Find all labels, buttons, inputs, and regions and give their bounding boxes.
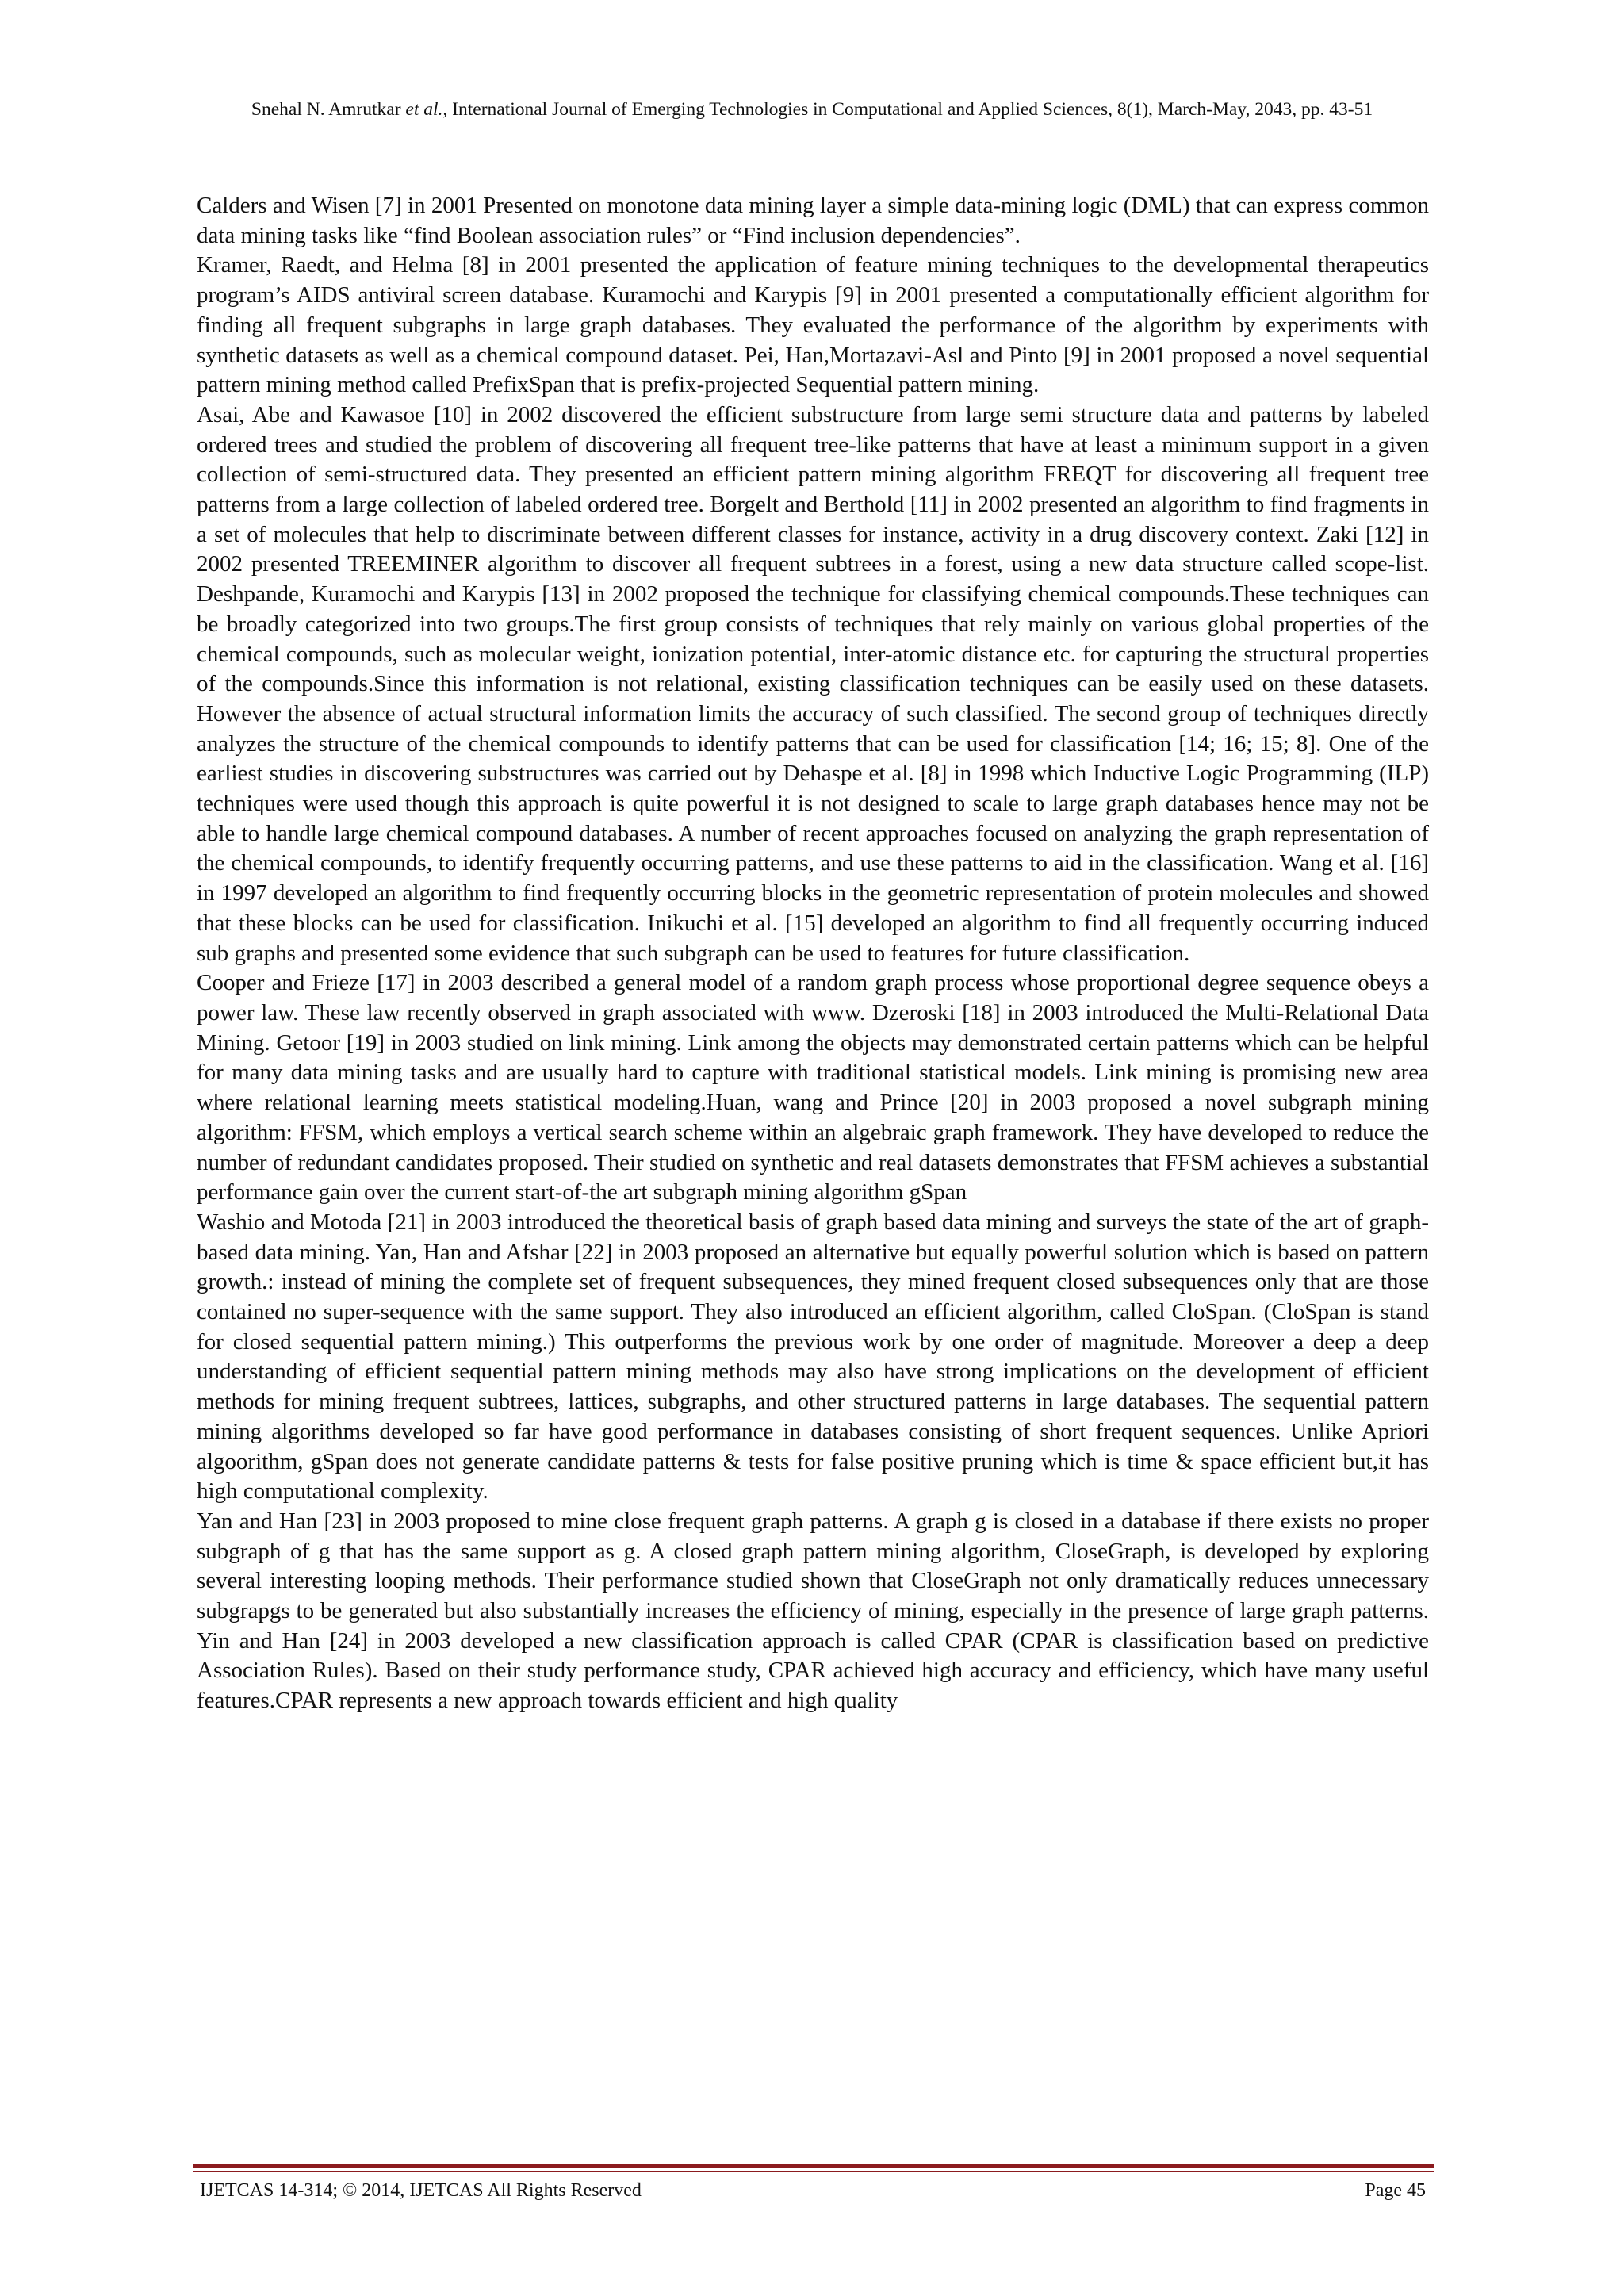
footer-rule <box>193 2164 1434 2168</box>
header-et-al: et al., <box>405 99 448 120</box>
paragraph-yan-han: Yan and Han [23] in 2003 proposed to mine close frequent graph patterns. A graph g is closed in a database if there exists no proper subgraph of g that has the same support as g. A closed graph pattern mining algorithm, CloseGraph, is developed by exploring several interesting looping methods. Their performance studied shown that CloseGraph not only dramatically reduces unnecessary subgrapgs to be generated but also substantially increases the efficiency of mining, especially in the presence of large graph patterns. Yin and Han [24] in 2003 developed a new classification approach is called CPAR (CPAR is classification based on predictive Association Rules). Based on their study performance study, CPAR achieved high accuracy and efficiency, which have many useful features.CPAR represents a new approach towards efficient and high quality <box>197 1508 1429 1714</box>
paragraph-calders-wisen: Calders and Wisen [7] in 2001 Presented on monotone data mining layer a simple data-mining logic (DML) that can express common data mining tasks like “find Boolean association rules” or “Find inclusion dependencies”. <box>197 193 1429 248</box>
paragraph-washio-motoda: Washio and Motoda [21] in 2003 introduced the theoretical basis of graph based data mining and surveys the state of the art of graph-based data mining. Yan, Han and Afshar [22] in 2003 proposed an alternative but equally powerful solution which is based on pattern growth.: instead of mining the complete set of frequent subsequences, they mined frequent closed subsequences only that are those contained no super-sequence with the same support. They also introduced an efficient algorithm, called CloSpan. (CloSpan is stand for closed sequential pattern mining.) This outperforms the previous work by one order of magnitude. Moreover a deep a deep understanding of efficient sequential pattern mining methods may also have strong implications on the development of efficient methods for mining frequent subtrees, lattices, subgraphs, and other structured patterns in large databases. The sequential pattern mining algorithms developed so far have good performance in databases consisting of short frequent sequences. Unlike Apriori algoorithm, gSpan does not generate candidate patterns & tests for false positive pruning which is time & space efficient but,it has high computational complexity. <box>197 1209 1429 1504</box>
header-authors: Snehal N. Amrutkar <box>251 99 401 120</box>
header-citation: International Journal of Emerging Technologies in Computational and Applied Sciences, 8(1), March-May, 2043, pp. 43-51 <box>447 99 1373 120</box>
paragraph-cooper-frieze: Cooper and Frieze [17] in 2003 described a general model of a random graph process whose proportional degree sequence obeys a power law. These law recently observed in graph associated with www. Dzeroski [18] in 2003 introduced the Multi-Relational Data Mining. Getoor [19] in 2003 studied on link mining. Link among the objects may demonstrated certain patterns which can be helpful for many data mining tasks and are usually hard to capture with traditional statistical models. Link mining is promising new area where relational learning meets statistical modeling.Huan, wang and Prince [20] in 2003 proposed a novel subgraph mining algorithm: FFSM, which employs a vertical search scheme within an algebraic graph framework. They have developed to reduce the number of redundant candidates proposed. Their studied on synthetic and real datasets demonstrates that FFSM achieves a substantial performance gain over the current start-of-the art subgraph mining algorithm gSpan <box>197 970 1429 1205</box>
page-number: Page 45 <box>1365 2180 1426 2201</box>
running-header <box>143 97 1481 122</box>
paragraph-asai-abe-kawasoe: Asai, Abe and Kawasoe [10] in 2002 discovered the efficient substructure from large semi structure data and patterns by labeled ordered trees and studied the problem of discovering all frequent tree-like patterns that have at least a minimum support in a given collection of semi-structured data. They presented an efficient pattern mining algorithm FREQT for discovering all frequent tree patterns from a large collection of labeled ordered tree. Borgelt and Berthold [11] in 2002 presented an algorithm to find fragments in a set of molecules that help to discriminate between different classes for instance, activity in a drug discovery context. Zaki [12] in 2002 presented TREEMINER algorithm to discover all frequent subtrees in a forest, using a new data structure called scope-list. Deshpande, Kuramochi and Karypis [13] in 2002 proposed the technique for classifying chemical compounds.These techniques can be broadly categorized into two groups.The first group consists of techniques that rely mainly on various global properties of the chemical compounds, such as molecular weight, ionization potential, inter-atomic distance etc. for capturing the structural properties of the compounds.Since this information is not relational, existing classification techniques can be easily used on these datasets. However the absence of actual structural information limits the accuracy of such classified. The second group of techniques directly analyzes the structure of the chemical compounds to identify patterns that can be used for classification [14; 16; 15; 8]. One of the earliest studies in discovering substructures was carried out by Dehaspe et al. [8] in 1998 which Inductive Logic Programming (ILP) techniques were used though this approach is quite powerful it is not designed to scale to large graph databases hence may not be able to handle large chemical compound databases. A number of recent approaches focused on analyzing the graph representation of the chemical compounds, to identify frequently occurring patterns, and use these patterns to aid in the classification. Wang et al. [16] in 1997 developed an algorithm to find frequently occurring blocks in the geometric representation of protein molecules and showed that these blocks can be used for classification. Inikuchi et al. [15] developed an algorithm to find all frequently occurring induced sub graphs and presented some evidence that such subgraph can be used to features for future classification. <box>197 401 1429 966</box>
footer-copyright: IJETCAS 14-314; © 2014, IJETCAS All Rights Reserved <box>200 2180 642 2201</box>
article-body <box>197 191 1429 1716</box>
footer-rule-thin <box>193 2171 1434 2172</box>
paragraph-kramer-raedt-helma: Kramer, Raedt, and Helma [8] in 2001 presented the application of feature mining techniques to the developmental therapeutics program’s AIDS antiviral screen database. Kuramochi and Karypis [9] in 2001 presented a computationally efficient algorithm for finding all frequent subgraphs in large graph databases. They evaluated the performance of the algorithm by experiments with synthetic datasets as well as a chemical compound dataset. Pei, Han,Mortazavi-Asl and Pinto [9] in 2001 proposed a novel sequential pattern mining method called PrefixSpan that is prefix-projected Sequential pattern mining. <box>197 252 1429 398</box>
